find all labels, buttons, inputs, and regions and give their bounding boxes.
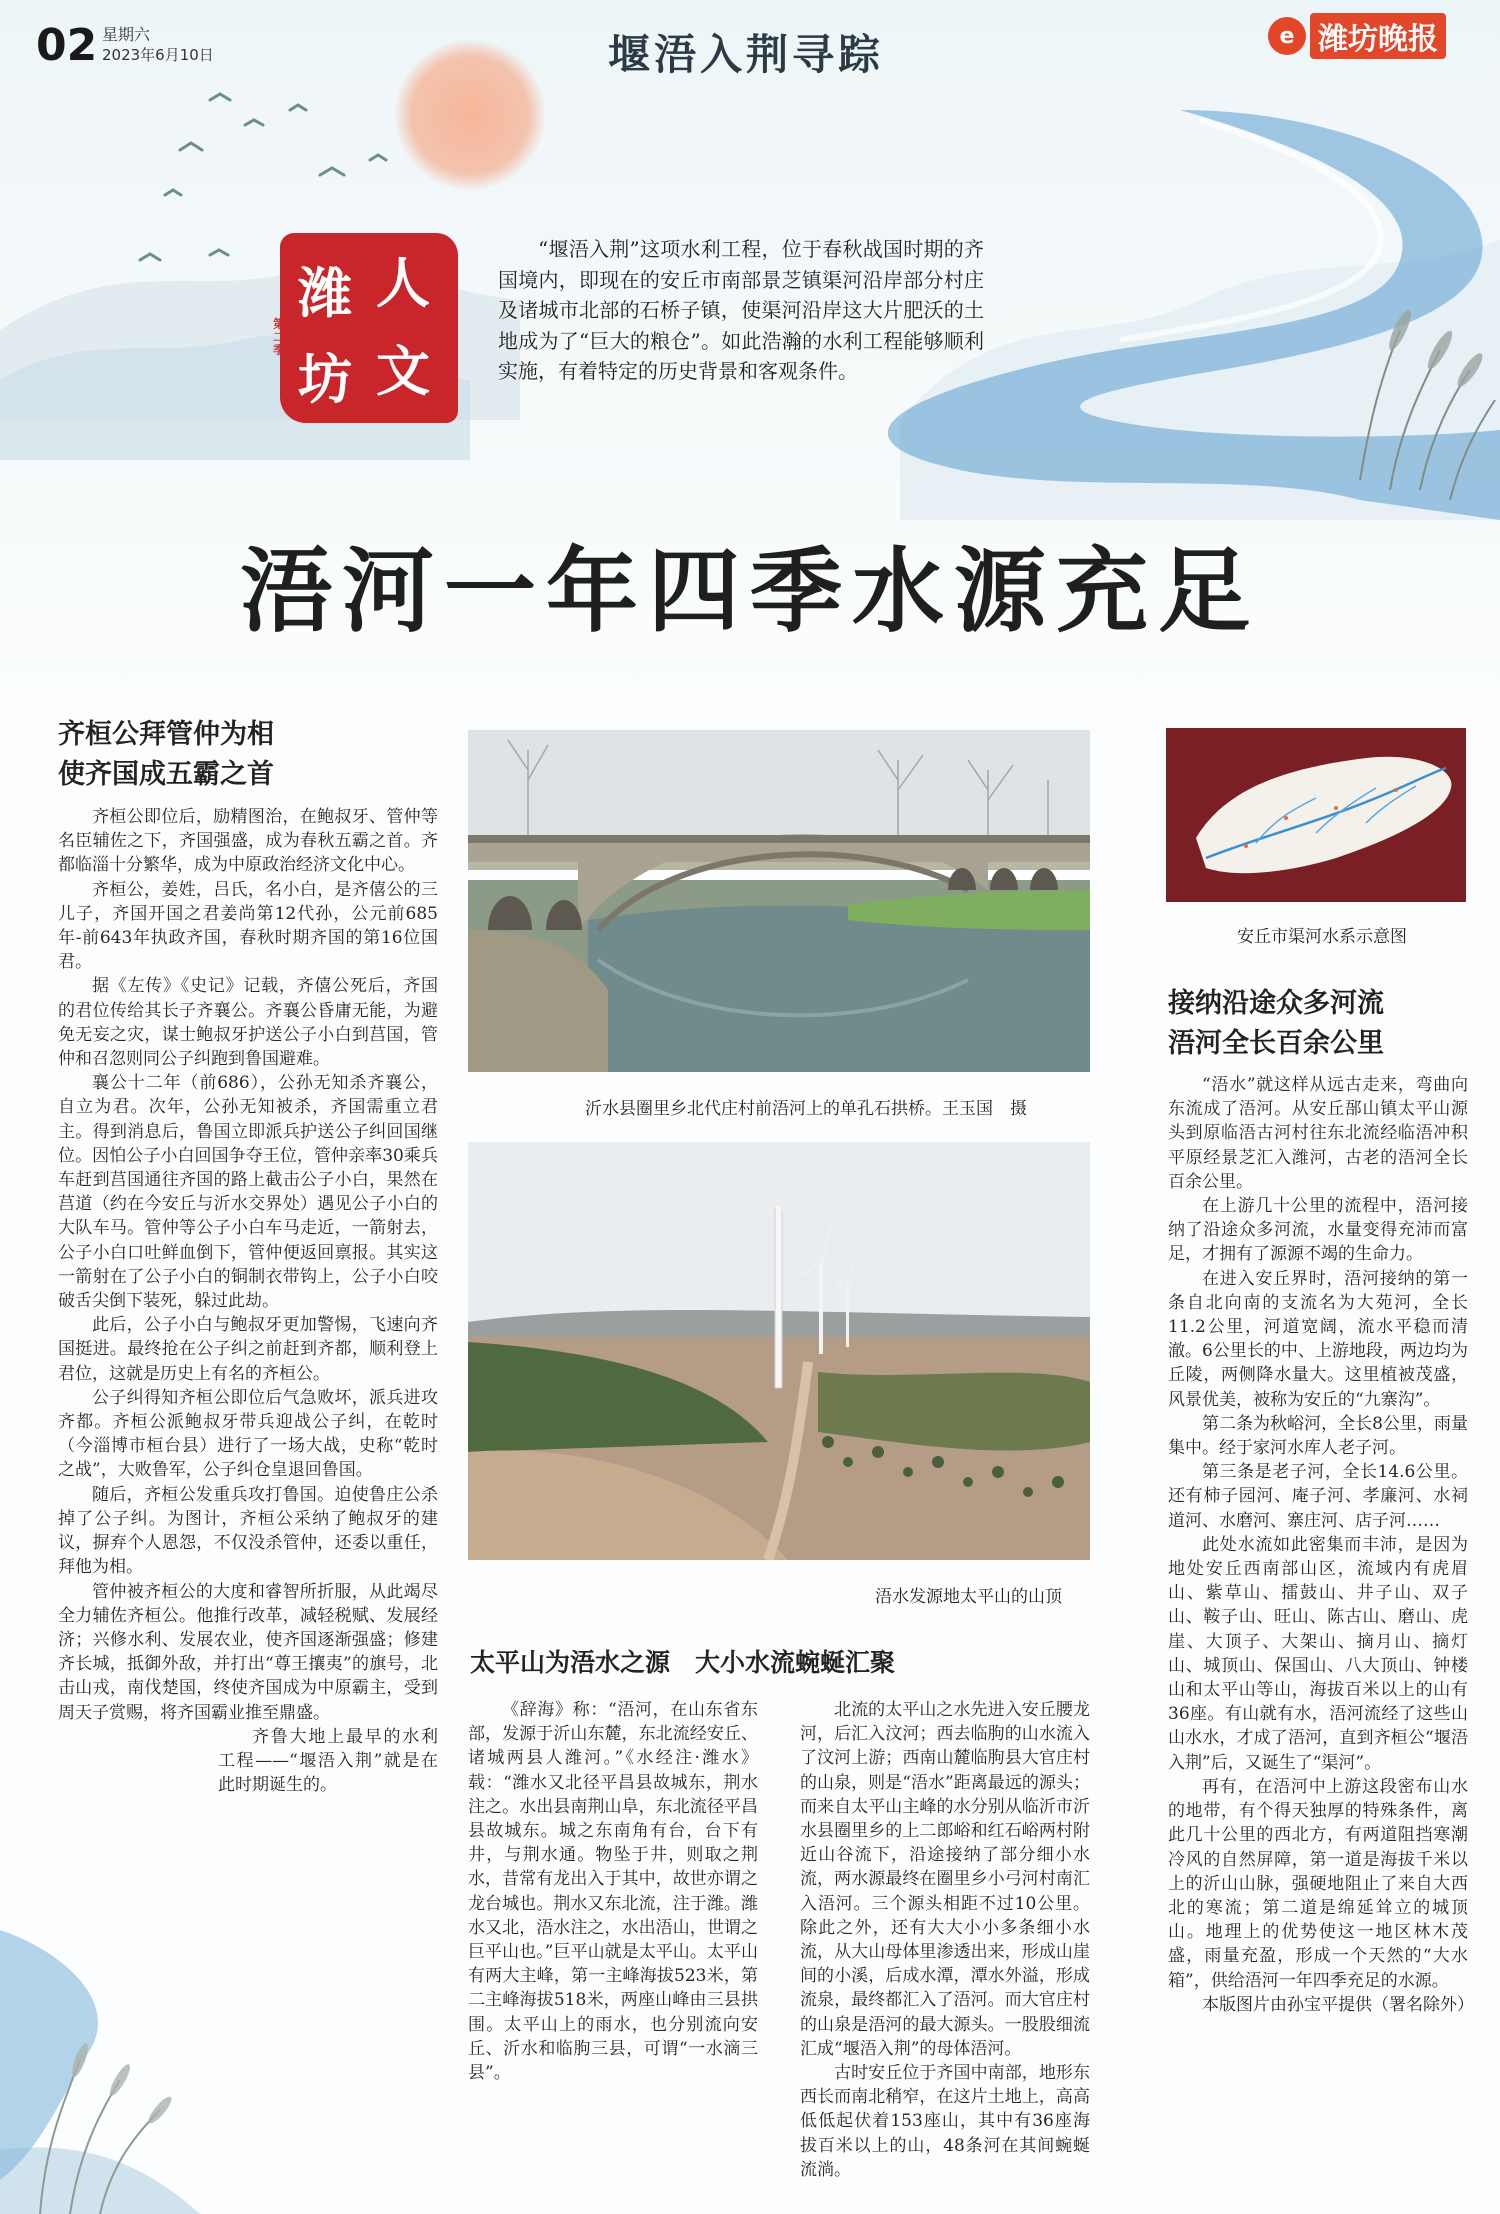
paragraph: “浯水”就这样从远古走来，弯曲向东流成了浯河。从安丘郚山镇太平山源头到原临浯古河村往东北流经临浯冲积平原经景芝汇入潍河，古老的浯河全长百余公里。	[1168, 1075, 1468, 1192]
section2-subhead: 太平山为浯水之源 大小水流蜿蜒汇聚	[470, 1648, 896, 1677]
paragraph: 随后，齐桓公发重兵攻打鲁国。迫使鲁庄公杀掉了公子纠。为图计，齐桓公采纳了鲍叔牙的建议，摒弃个人恩怨，不仅没杀管仲，还委以重任，拜他为相。	[58, 1484, 438, 1578]
seal-char: 坊	[298, 347, 352, 411]
logo-e-icon: e	[1268, 17, 1306, 55]
paragraph: 齐鲁大地上最早的水利工程——“堰浯入荆”就是在此时期诞生的。	[218, 1726, 438, 1796]
paragraph: 第二条为秋峪河，全长8公里，雨量集中。经于家河水库人老子河。	[1168, 1413, 1468, 1459]
subhead-line: 齐桓公拜管仲为相	[58, 719, 274, 750]
photo1-caption: 沂水县圈里乡北代庄村前浯河上的单孔石拱桥。王玉国 摄	[585, 1099, 1027, 1119]
newspaper-logo	[1268, 14, 1446, 58]
paragraph: 管仲被齐桓公的大度和睿智所折服，从此竭尽全力辅佐齐桓公。他推行改革，减轻税赋、发展经济；兴修水利、发展农业，使齐国逐渐强盛；修建齐长城，抵御外敌，并打出“尊王攘夷”的旗号，北击山戎，南伐楚国，终使齐国成为中原霸主，受到周天子赏赐，将齐国霸业推至鼎盛。	[58, 1581, 438, 1723]
section2-body-right	[800, 1698, 1090, 2198]
photo-credit: 本版图片由孙宝平提供（署名除外）	[1202, 1994, 1474, 2015]
subhead-line: 使齐国成五霸之首	[58, 759, 274, 790]
section-title: 堰浯入荆寻踪	[608, 30, 885, 79]
paragraph: 再有，在浯河中上游这段密布山水的地带，有个得天独厚的特殊条件，离此几十公里的西北方，有两道阻挡寒潮冷风的自然屏障，第一道是海拔千米以上的沂山山脉，强硬地阻止了来自大西北的寒流；第二道是绵延耸立的城顶山。地理上的优势使这一地区林木茂盛，雨量充盈，形成一个天然的“大水箱”，供给浯河一年四季充足的水源。	[1168, 1776, 1468, 1991]
paragraph: 《辞海》称：“浯河，在山东省东部，发源于沂山东麓，东北流经安丘、诸城两县人潍河。”《水经注·潍水》载：“潍水又北径平昌县故城东，荆水注之。水出县南荆山阜，东北流径平昌县故城东。城之东南角有台，台下有井，与荆水通。物坠于井，则取之荆水，昔常有龙出入于其中，故世亦谓之龙台城也。荆水又东北流，注于潍。潍水又北，浯水注之，水出浯山，世谓之巨平山也。”巨平山就是太平山。太平山有两大主峰，第一主峰海拔523米，第二主峰海拔518米，两座山峰由三县拱围。太平山上的雨水，也分别流向安丘、沂水和临朐三县，可谓“一水滴三县”。	[468, 1700, 758, 2084]
photo2-caption: 浯水发源地太平山的山顶	[875, 1587, 1062, 1607]
paragraph: 在进入安丘界时，浯河接纳的第一条自北向南的支流名为大苑河，全长11.2公里，河道宽阔，流水平稳而清澈。6公里长的中、上游地段，两边均为丘陵，两侧降水量大。这里植被茂盛，风景优美，被称为安丘的“九寨沟”。	[1168, 1268, 1468, 1410]
section1-subhead	[58, 715, 274, 795]
logo-text: 潍坊晚报	[1310, 13, 1446, 59]
stone-arch-bridge-photo	[468, 730, 1090, 1072]
section1-body	[58, 805, 438, 2195]
headline: 浯河一年四季水源充足	[239, 537, 1260, 645]
section3-subhead	[1168, 984, 1384, 1064]
page-number: 02	[36, 20, 98, 71]
seal-char: 人	[376, 251, 430, 315]
column-seal-stamp	[280, 233, 458, 423]
weekday: 星期六	[102, 25, 151, 44]
paragraph: 齐桓公，姜姓，吕氏，名小白，是齐僖公的三儿子，齐国开国之君姜尚第12代孙，公元前685年-前643年执政齐国，春秋时期齐国的第16位国君。	[58, 879, 438, 973]
section2-body-left	[468, 1698, 758, 2198]
mountain-scene	[468, 1142, 1090, 1560]
taiping-mountain-photo	[468, 1142, 1090, 1560]
paragraph: 襄公十二年（前686），公孙无知杀齐襄公，自立为君。次年，公孙无知被杀，齐国需重立君主。得到消息后，鲁国立即派兵护送公子纠回国继位。因怕公子小白回国争夺王位，管仲亲率30乘兵车赶到莒国通往齐国的路上截击公子小白，果然在莒道（约在今安丘与沂水交界处）遇见公子小白的大队车马。管仲等公子小白车马走近，一箭射去，公子小白口吐鲜血倒下，管仲便返回禀报。其实这一箭射在了公子小白的铜制衣带钩上，公子小白咬破舌尖倒下装死，躲过此劫。	[58, 1073, 438, 1312]
bridge-scene	[468, 730, 1090, 1072]
subhead-line: 浯河全长百余公里	[1168, 1028, 1384, 1059]
paragraph: 齐桓公即位后，励精图治，在鲍叔牙、管仲等名臣辅佐之下，齐国强盛，成为春秋五霸之首。齐都临淄十分繁华，成为中原政治经济文化中心。	[58, 807, 438, 876]
seal-char: 文	[376, 339, 430, 403]
paragraph: 第三条是老子河，全长14.6公里。还有柿子园河、庵子河、孝廉河、水祠道河、水磨河、寨庄河、店子河……	[1168, 1462, 1468, 1531]
map-illustration	[1166, 728, 1466, 902]
paragraph: 在上游几十公里的流程中，浯河接纳了沿途众多河流，水量变得充沛而富足，才拥有了源源不竭的生命力。	[1168, 1196, 1468, 1265]
paragraph: 北流的太平山之水先进入安丘腰龙河，后汇入汶河；西去临朐的山水流入了汶河上游；西南山麓临朐县大官庄村的山泉，则是“浯水”距离最远的源头；而来自太平山主峰的水分别从临沂市沂水县圈里乡的上二郎峪和红石峪两村附近山谷流下，沿途接纳了部分细小水流，两水源最终在圈里乡小弓河村南汇入浯河。三个源头相距不过10公里。除此之外，还有大大小小多条细小水流，从大山母体里渗透出来，形成山崖间的小溪，后成水潭，潭水外溢，形成流泉，最终都汇入了浯河。而大官庄村的山泉是浯河的最大源头。一股股细流汇成“堰浯入荆”的母体浯河。	[800, 1700, 1090, 2059]
paragraph: 此处水流如此密集而丰沛，是因为地处安丘西南部山区，流域内有虎眉山、紫草山、擂鼓山、井子山、双子山、鞍子山、旺山、陈古山、磨山、虎崖、大顶子、大架山、摘月山、摘灯山、城顶山、保国山、八大顶山、钟楼山和太平山等山，海拔百米以上的山有36座。有山就有水，浯河流经了这些山山水水，才成了浯河，直到齐桓公“堰浯入荆”后，又诞生了“渠河”。	[1168, 1534, 1468, 1773]
lead-paragraph: “堰浯入荆”这项水利工程，位于春秋战国时期的齐国境内，即现在的安丘市南部景芝镇渠河沿岸部分村庄及诸城市北部的石桥子镇，使渠河沿岸这大片肥沃的土地成为了“巨大的粮仓”。如此浩瀚的水利工程能够顺利实施，有着特定的历史背景和客观条件。	[498, 237, 984, 383]
water-system-map	[1166, 728, 1466, 902]
map-caption: 安丘市渠河水系示意图	[1237, 927, 1407, 947]
subhead-line: 接纳沿途众多河流	[1168, 988, 1384, 1019]
seal-subtitle: 第二季	[273, 317, 286, 357]
seal-char: 潍	[298, 261, 352, 325]
section3-body	[1168, 1073, 1474, 2198]
issue-date: 2023年6月10日	[102, 46, 214, 64]
paragraph: 此后，公子小白与鲍叔牙更加警惕，飞速向齐国挺进。最终抢在公子纠之前赶到齐都，顺利登上君位，这就是历史上有名的齐桓公。	[58, 1315, 438, 1384]
paragraph: 古时安丘位于齐国中南部，地形东西长而南北稍窄，在这片土地上，高高低低起伏着153座山，其中有36座海拔百米以上的山，48条河在其间蜿蜒流淌。	[800, 2063, 1090, 2180]
paragraph: 据《左传》《史记》记载，齐僖公死后，齐国的君位传给其长子齐襄公。齐襄公昏庸无能，为避免无妄之灾，谋士鲍叔牙护送公子小白到莒国，管仲和召忽则同公子纠跑到鲁国避难。	[58, 976, 438, 1070]
paragraph: 公子纠得知齐桓公即位后气急败坏，派兵进攻齐都。齐桓公派鲍叔牙带兵迎战公子纠，在乾时（今淄博市桓台县）进行了一场大战，史称“乾时之战”，大败鲁军，公子纠仓皇退回鲁国。	[58, 1387, 438, 1481]
